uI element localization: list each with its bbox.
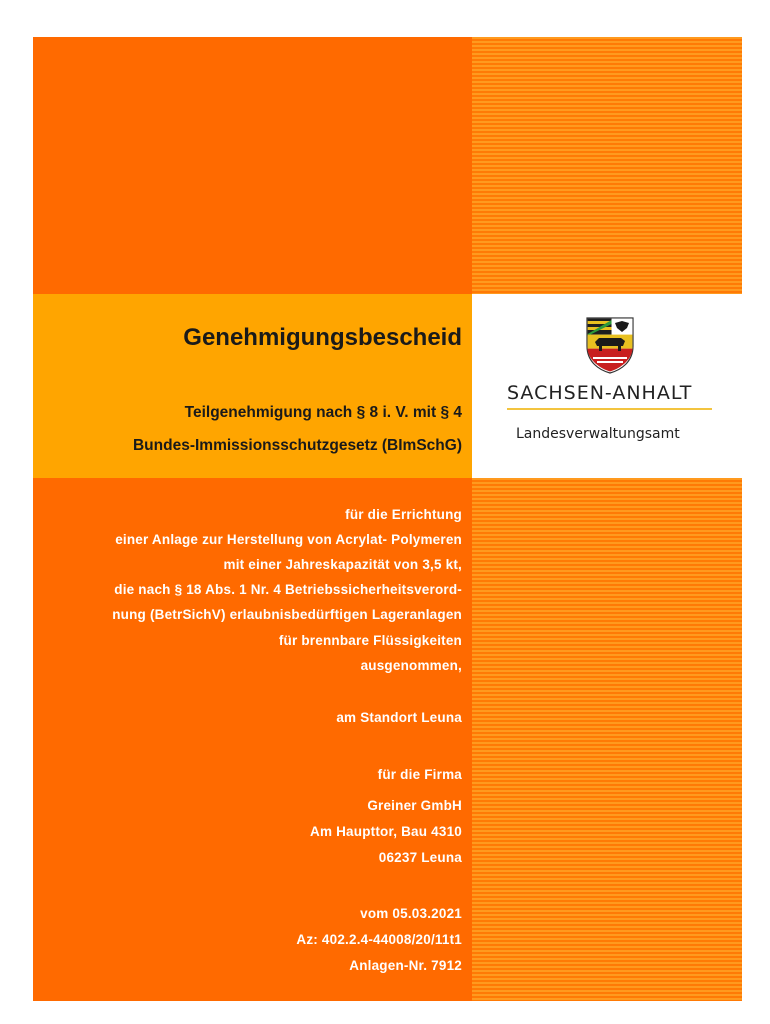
logo-accent-line bbox=[507, 408, 712, 410]
coat-of-arms-icon bbox=[585, 316, 635, 374]
body-line: für brennbare Flüssigkeiten bbox=[278, 633, 462, 648]
bottom-right-panel bbox=[472, 478, 742, 1001]
site-location: am Standort Leuna bbox=[336, 710, 462, 725]
title-panel bbox=[33, 294, 472, 478]
body-line: einer Anlage zur Herstellung von Acrylat- Polymeren bbox=[115, 532, 462, 547]
top-left-panel bbox=[33, 37, 472, 294]
subtitle-line-2: Bundes-Immissionsschutzgesetz (BImSchG) bbox=[132, 437, 462, 454]
company-city: 06237 Leuna bbox=[378, 850, 462, 865]
body-line: ausgenommen, bbox=[360, 658, 462, 673]
body-line: mit einer Jahreskapazität von 3,5 kt, bbox=[223, 557, 462, 572]
body-line: für die Errichtung bbox=[345, 507, 462, 522]
company-intro: für die Firma bbox=[377, 767, 462, 782]
company-street: Am Haupttor, Bau 4310 bbox=[310, 824, 462, 839]
subtitle-line-1: Teilgenehmigung nach § 8 i. V. mit § 4 bbox=[184, 404, 462, 421]
body-line: die nach § 18 Abs. 1 Nr. 4 Betriebssicherheitsverord- bbox=[114, 582, 462, 597]
installation-number: Anlagen-Nr. 7912 bbox=[349, 958, 462, 973]
logo-panel bbox=[472, 294, 742, 478]
top-right-panel bbox=[472, 37, 742, 294]
body-line: nung (BetrSichV) erlaubnisbedürftigen Lageranlagen bbox=[112, 607, 462, 622]
document-date: vom 05.03.2021 bbox=[360, 906, 462, 921]
file-reference: Az: 402.2.4-44008/20/11t1 bbox=[296, 932, 462, 947]
document-title: Genehmigungsbescheid bbox=[183, 324, 462, 351]
state-wordmark: SACHSEN-ANHALT bbox=[507, 382, 693, 404]
bottom-left-panel bbox=[33, 478, 472, 1001]
company-name: Greiner GmbH bbox=[367, 798, 462, 813]
authority-name: Landesverwaltungsamt bbox=[516, 426, 680, 442]
